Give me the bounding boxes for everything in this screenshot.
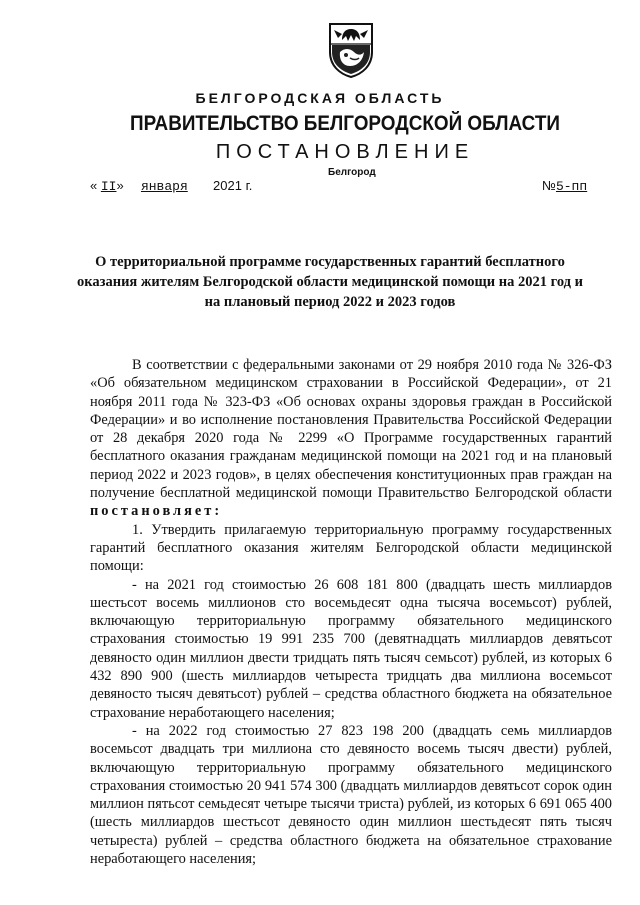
bullet-2021: - на 2021 год стоимостью 26 608 181 800 (двадцать шесть миллиардов шестьсот восемь миллионов сто восемьдесят одна тысяча восемьсот) рублей, включающую территориальную программу обязательного медицинского страхования стоимостью 19 991 235 700 (девятнадцать миллиардов девятьсот девяносто один миллион двести тридцать пять тысяч семьсот) рублей, из которых 6 432 890 900 (шесть миллиардов четыреста тридцать два миллиона восемьсот девяносто тысяч девятьсот) рублей – средства областного бюджета на обязательное страхование неработающего населения; (90, 576, 612, 721)
intro-paragraph (90, 356, 612, 521)
coat-of-arms-emblem (328, 22, 374, 78)
document-title: О территориальной программе государственных гарантий бесплатного оказания жителям Белгородской области медицинской помощи на 2021 год и на плановый период 2022 и 2023 годов (77, 254, 583, 310)
intro-text: В соответствии с федеральными законами от 29 ноября 2010 года № 326-ФЗ «Об обязательном медицинском страховании в Российской Федерации», от 21 ноября 2011 года № 323-ФЗ «Об основах охраны здоровья граждан в Российской Федерации» и во исполнение постановления Правительства Российской Федерации от 28 декабря 2020 года № 2299 «О Программе государственных гарантий бесплатного оказания гражданам медицинской помощи на 2021 год и на плановый период 2022 и 2023 годов», в целях обеспечения конституционных прав граждан на получение бесплатной медицинской помощи Правительство Белгородской области (90, 357, 612, 502)
date-day: II (100, 179, 117, 194)
date-year-suffix: г. (245, 178, 253, 193)
document-number (542, 178, 587, 194)
item-1: 1. Утвердить прилагаемую территориальную программу государственных гарантий бесплатного оказания жителям Белгородской области медицинской помощи: (90, 521, 612, 575)
date-open-quote: « (90, 178, 98, 193)
city-name: Белгород (328, 167, 376, 178)
region-name: БЕЛГОРОДСКАЯ ОБЛАСТЬ (195, 90, 445, 106)
date-close-quote: » (116, 178, 124, 193)
number-prefix: № (542, 178, 556, 193)
government-name: ПРАВИТЕЛЬСТВО БЕЛГОРОДСКОЙ ОБЛАСТИ (130, 112, 560, 135)
number-value: 5-пп (555, 179, 588, 194)
date-year: 2021 (213, 178, 242, 193)
document-date (90, 178, 252, 194)
document-body (90, 356, 612, 868)
resolves-word: постановляет: (90, 503, 223, 520)
bullet-2022: - на 2022 год стоимостью 27 823 198 200 (двадцать семь миллиардов восемьсот двадцать три миллиона сто девяносто восемь тысяч двести) рублей, включающую территориальную программу обязательного медицинского страхования стоимостью 20 941 574 300 (двадцать миллиардов девятьсот сорок один миллион пятьсот семьдесят четыре тысячи триста) рублей, из которых 6 691 065 400 (шесть миллиардов шестьсот девяносто один миллион шестьдесят пять тысяч четыреста) рублей – средства областного бюджета на обязательное страхование неработающего населения; (90, 722, 612, 868)
document-type: ПОСТАНОВЛЕНИЕ (215, 141, 475, 163)
date-month: января (140, 179, 188, 194)
